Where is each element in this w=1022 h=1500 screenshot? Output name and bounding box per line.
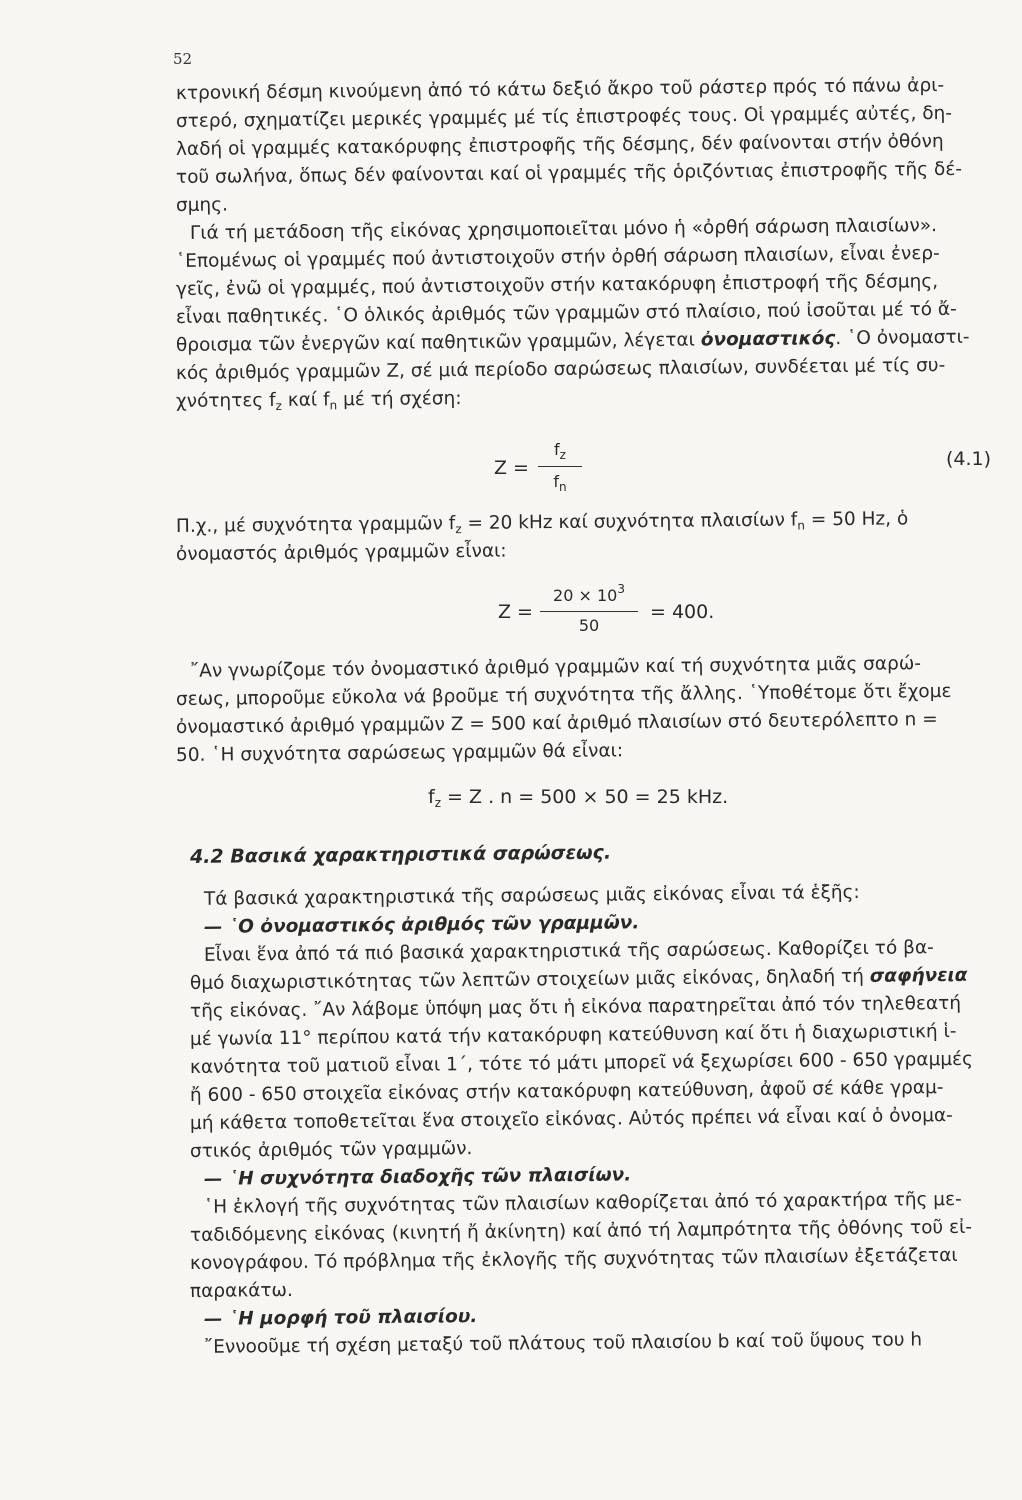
text-line: ῎Εννοοῦμε τή σχέση μεταξύ τοῦ πλάτους τοῦ πλαισίου b καί τοῦ ὕψους του h [203,1329,923,1358]
eq-lhs: Z = [498,601,533,623]
paragraph-scanning [175,215,1012,416]
text-run: θροισμα τῶν ἐνεργῶν καί παθητικῶν γραμμῶν, λέγεται [175,329,701,356]
item-title: — ῾Η μορφή τοῦ πλαισίου. [203,1305,478,1330]
section-title: 4.2 Βασικά χαρακτηριστικά σαρώσεως. [189,841,612,868]
text-line: ταδιδόμενης εἰκόνας (κινητή ἤ ἀκίνητη) καί ἀπό τή λαμπρότητα τῆς ὀθόνης τοῦ εἰ- [189,1216,973,1246]
page-number: 52 [173,50,193,68]
eq-text: = Z . n = 500 × 50 = 25 kHz. [441,786,729,808]
equation-number: (4.1) [946,448,992,470]
text-line: ὀνομαστικό ἀριθμό γραμμῶν Z = 500 καί ἀριθμό πλαισίων στό δευτερόλεπτο n = [175,709,938,738]
eq-lhs: Z = [494,457,529,479]
text-line: Τά βασικά χαρακτηριστικά τῆς σαρώσεως μιᾶς εἰκόνας εἶναι τά ἑξῆς: [203,881,860,910]
fraction-bar [540,611,638,612]
text-line: ῎Αν γνωρίζομε τόν ὀνομαστικό ἀριθμό γραμμῶν καί τή συχνότητα μιᾶς σαρώ- [189,653,922,682]
term-bold: σαφήνεια [869,964,968,987]
eq-num-symbol: f [554,440,560,459]
text-run: Π.χ., μέ συχνότητα γραμμῶν f [175,513,456,537]
subscript: n [797,518,806,533]
text-line: κονογράφου. Τό πρόβλημα τῆς ἐκλογῆς τῆς συχνότητας τῶν πλαισίων ἐξετάζεται [189,1244,958,1274]
equation-frequency [428,786,728,810]
text-line: Εἶναι ἕνα ἀπό τά πιό βασικά χαρακτηριστικά τῆς σαρώσεως. Καθορίζει τό βα- [203,937,934,966]
eq-rhs: = 400. [650,601,715,623]
eq-numerator [538,440,582,462]
superscript: 3 [617,582,625,596]
item-title: — ῾Η συχνότητα διαδοχῆς τῶν πλαισίων. [203,1164,632,1190]
text-run: = 50 Hz, ὁ [804,508,909,531]
text-line: εἶναι παθητικές. ῾Ο ὁλικός ἀριθμός τῶν γραμμῶν στό πλαίσιο, πού ἰσοῦται μέ τό ἄ- [175,298,957,328]
text-run: . ῾Ο ὀνομαστι- [835,326,970,350]
text-line: παρακάτω. [189,1279,293,1302]
text-run: = 20 kHz καί συχνότητα πλαισίων f [461,509,798,535]
subscript: z [434,796,442,810]
subscript: n [559,480,567,494]
eq-symbol: f [428,786,435,808]
paragraph-example [175,508,1012,569]
paragraph-frequency [175,653,1012,770]
text-line: λαδή οἱ γραμμές κατακόρυφης ἐπιστροφῆς τῆς δέσμης, δέν φαίνονται στήν ὀθόνη [175,130,944,160]
text-line: 50. ῾Η συχνότητα σαρώσεως γραμμῶν θά εἶναι: [175,740,624,766]
text-line: ῾Η ἐκλογή τῆς συχνότητας τῶν πλαισίων καθορίζεται ἀπό τό χαρακτήρα τῆς με- [203,1188,962,1218]
text-line: μέ γωνία 11° περίπου κατά τήν κατακόρυφη κατεύθυνση καί ὅτι ἡ διαχωριστική ἱ- [189,1020,957,1050]
text-line: τῆς εἰκόνας. ῎Αν λάβομε ὑπόψη μας ὅτι ἡ εἰκόνα παρατηρεῖται ἀπό τόν τηλεθεατή [189,992,962,1022]
text-line: στερό, σχηματίζει μερικές γραμμές μέ τίς ἐπιστροφές τους. Οἱ γραμμές αὐτές, δη- [175,102,953,132]
text-line: σεως, μποροῦμε εὔκολα νά βροῦμε τή συχνότητα τῆς ἄλλης. ῾Υποθέτομε ὅτι ἔχομε [175,680,952,710]
subscript: z [455,522,462,537]
eq-denominator [538,472,582,494]
text-line: γεῖς, ἐνῶ οἱ γραμμές, πού ἀντιστοιχοῦν στήν κατακόρυφη ἐπιστροφή τῆς δέσμης, [175,271,939,300]
text-line: ῾Επομένως οἱ γραμμές πού ἀντιστοιχοῦν στήν ὀρθή σάρωση πλαισίων, εἶναι ἐνερ- [175,243,940,272]
text-line: κτρονική δέσμη κινούμενη ἀπό τό κάτω δεξιό ἄκρο τοῦ ράστερ πρός τό πάνω ἀρι- [175,74,945,104]
subscript: z [275,398,283,413]
text-line: ὀνομαστός ἀριθμός γραμμῶν εἶναι: [175,540,507,565]
item-title: — ῾Ο ὀνομαστικός ἀριθμός τῶν γραμμῶν. [203,912,640,938]
text-line: στικός ἀριθμός τῶν γραμμῶν. [189,1138,473,1162]
text-line: κός ἀριθμός γραμμῶν Z, σέ μιά περίοδο σαρώσεως πλαισίων, συνδέεται μέ τίς συ- [175,354,946,384]
fraction-bar [538,466,582,467]
eq-num-text: 20 × 10 [553,586,618,605]
term-bold: ὀνομαστικός [700,328,836,351]
eq-denominator: 50 [578,616,600,635]
paragraph-continuation [175,74,1012,220]
text-run: καί f [281,389,330,411]
text-line: Γιά τή μετάδοση τῆς εἰκόνας χρησιμοποιεῖται μόνο ἡ «ὀρθή σάρωση πλαισίων». [189,215,938,244]
text-line: μή κάθετα τοποθετεῖται ἕνα στοιχεῖο εἰκόνας. Αὐτός πρέπει νά εἶναι καί ὁ ὀνομα- [189,1105,953,1134]
subscript: n [329,398,338,413]
eq-den-symbol: f [553,472,560,491]
text-line: ἤ 600 - 650 στοιχεῖα εἰκόνας στήν κατακόρυφη κατεύθυνση, ἀφοῦ σέ κάθε γραμ- [189,1077,944,1106]
section-body [189,881,1012,1362]
section-4-2 [190,842,1022,872]
text-run: χνότητες f [175,389,276,412]
text-line: σμης. [175,194,229,216]
subscript: z [559,448,566,462]
text-line: τοῦ σωλήνα, ὅπως δέν φαίνονται καί οἱ γραμμές τῆς ὁριζόντιας ἐπιστροφῆς τῆς δέ- [175,158,963,188]
text-run: θμό διαχωριστικότητας τῶν λεπτῶν στοιχείων μιᾶς εἰκόνας, δηλαδή τή [189,965,870,994]
eq-numerator [540,582,638,605]
text-line: κανότητα τοῦ ματιοῦ εἶναι 1΄, τότε τό μάτι μπορεῖ νά ξεχωρίσει 600 - 650 γραμμές [189,1048,974,1078]
text-run: μέ τή σχέση: [337,388,462,411]
